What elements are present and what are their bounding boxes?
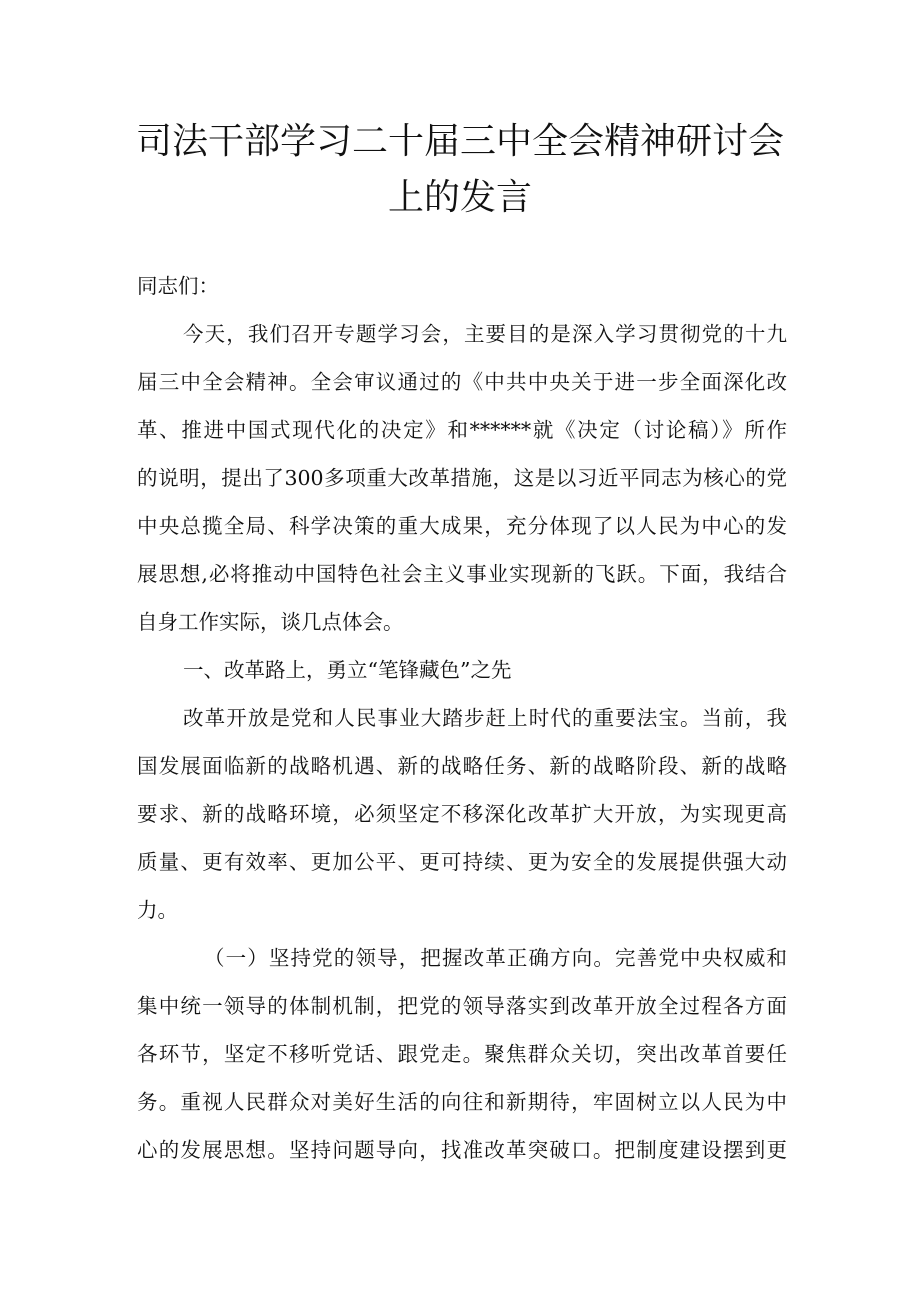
paragraph-1-line-6: 展思想,必将推动中国特色社会主义事业实现新的飞跃。下面，我结合	[137, 562, 787, 586]
paragraph-1-line-3: 革、推进中国式现代化的决定》和******就《决定（讨论稿）》所作	[137, 418, 787, 442]
paragraph-2-line-4: 质量、更有效率、更加公平、更可持续、更为安全的发展提供强大动	[137, 850, 787, 874]
paragraph-2-line-3: 要求、新的战略环境，必须坚定不移深化改革扩大开放，为实现更高	[137, 802, 787, 826]
document-title-line-1: 司法干部学习二十届三中全会精神研讨会	[135, 121, 784, 162]
paragraph-2-line-2: 国发展面临新的战略机遇、新的战略任务、新的战略阶段、新的战略	[137, 754, 787, 778]
salutation: 同志们：	[137, 274, 219, 298]
document-title-line-2: 上的发言	[387, 177, 532, 218]
paragraph-1-line-1: 今天，我们召开专题学习会，主要目的是深入学习贯彻党的十九	[183, 322, 787, 346]
paragraph-3-line-5: 心的发展思想。坚持问题导向，找准改革突破口。把制度建设摆到更	[137, 1138, 787, 1162]
paragraph-3-line-3: 各环节，坚定不移听党话、跟党走。聚焦群众关切，突出改革首要任	[137, 1042, 787, 1066]
paragraph-3-line-2: 集中统一领导的体制机制，把党的领导落实到改革开放全过程各方面	[137, 994, 787, 1018]
paragraph-1-line-4: 的说明，提出了300多项重大改革措施，这是以习近平同志为核心的党	[137, 466, 787, 490]
paragraph-1-line-7: 自身工作实际，谈几点体会。	[137, 610, 404, 634]
paragraph-1-line-5: 中央总揽全局、科学决策的重大成果，充分体现了以人民为中心的发	[137, 514, 787, 538]
section-heading-1: 一、改革路上，勇立“笔锋藏色”之先	[183, 658, 512, 682]
paragraph-1-line-2: 届三中全会精神。全会审议通过的《中共中央关于进一步全面深化改	[137, 370, 787, 394]
paragraph-3-line-1: （一）坚持党的领导，把握改革正确方向。完善党中央权威和	[204, 946, 787, 970]
paragraph-2-line-5: 力。	[137, 898, 178, 922]
paragraph-3-line-4: 务。重视人民群众对美好生活的向往和新期待，牢固树立以人民为中	[137, 1090, 787, 1114]
paragraph-2-line-1: 改革开放是党和人民事业大踏步赶上时代的重要法宝。当前，我	[183, 706, 787, 730]
